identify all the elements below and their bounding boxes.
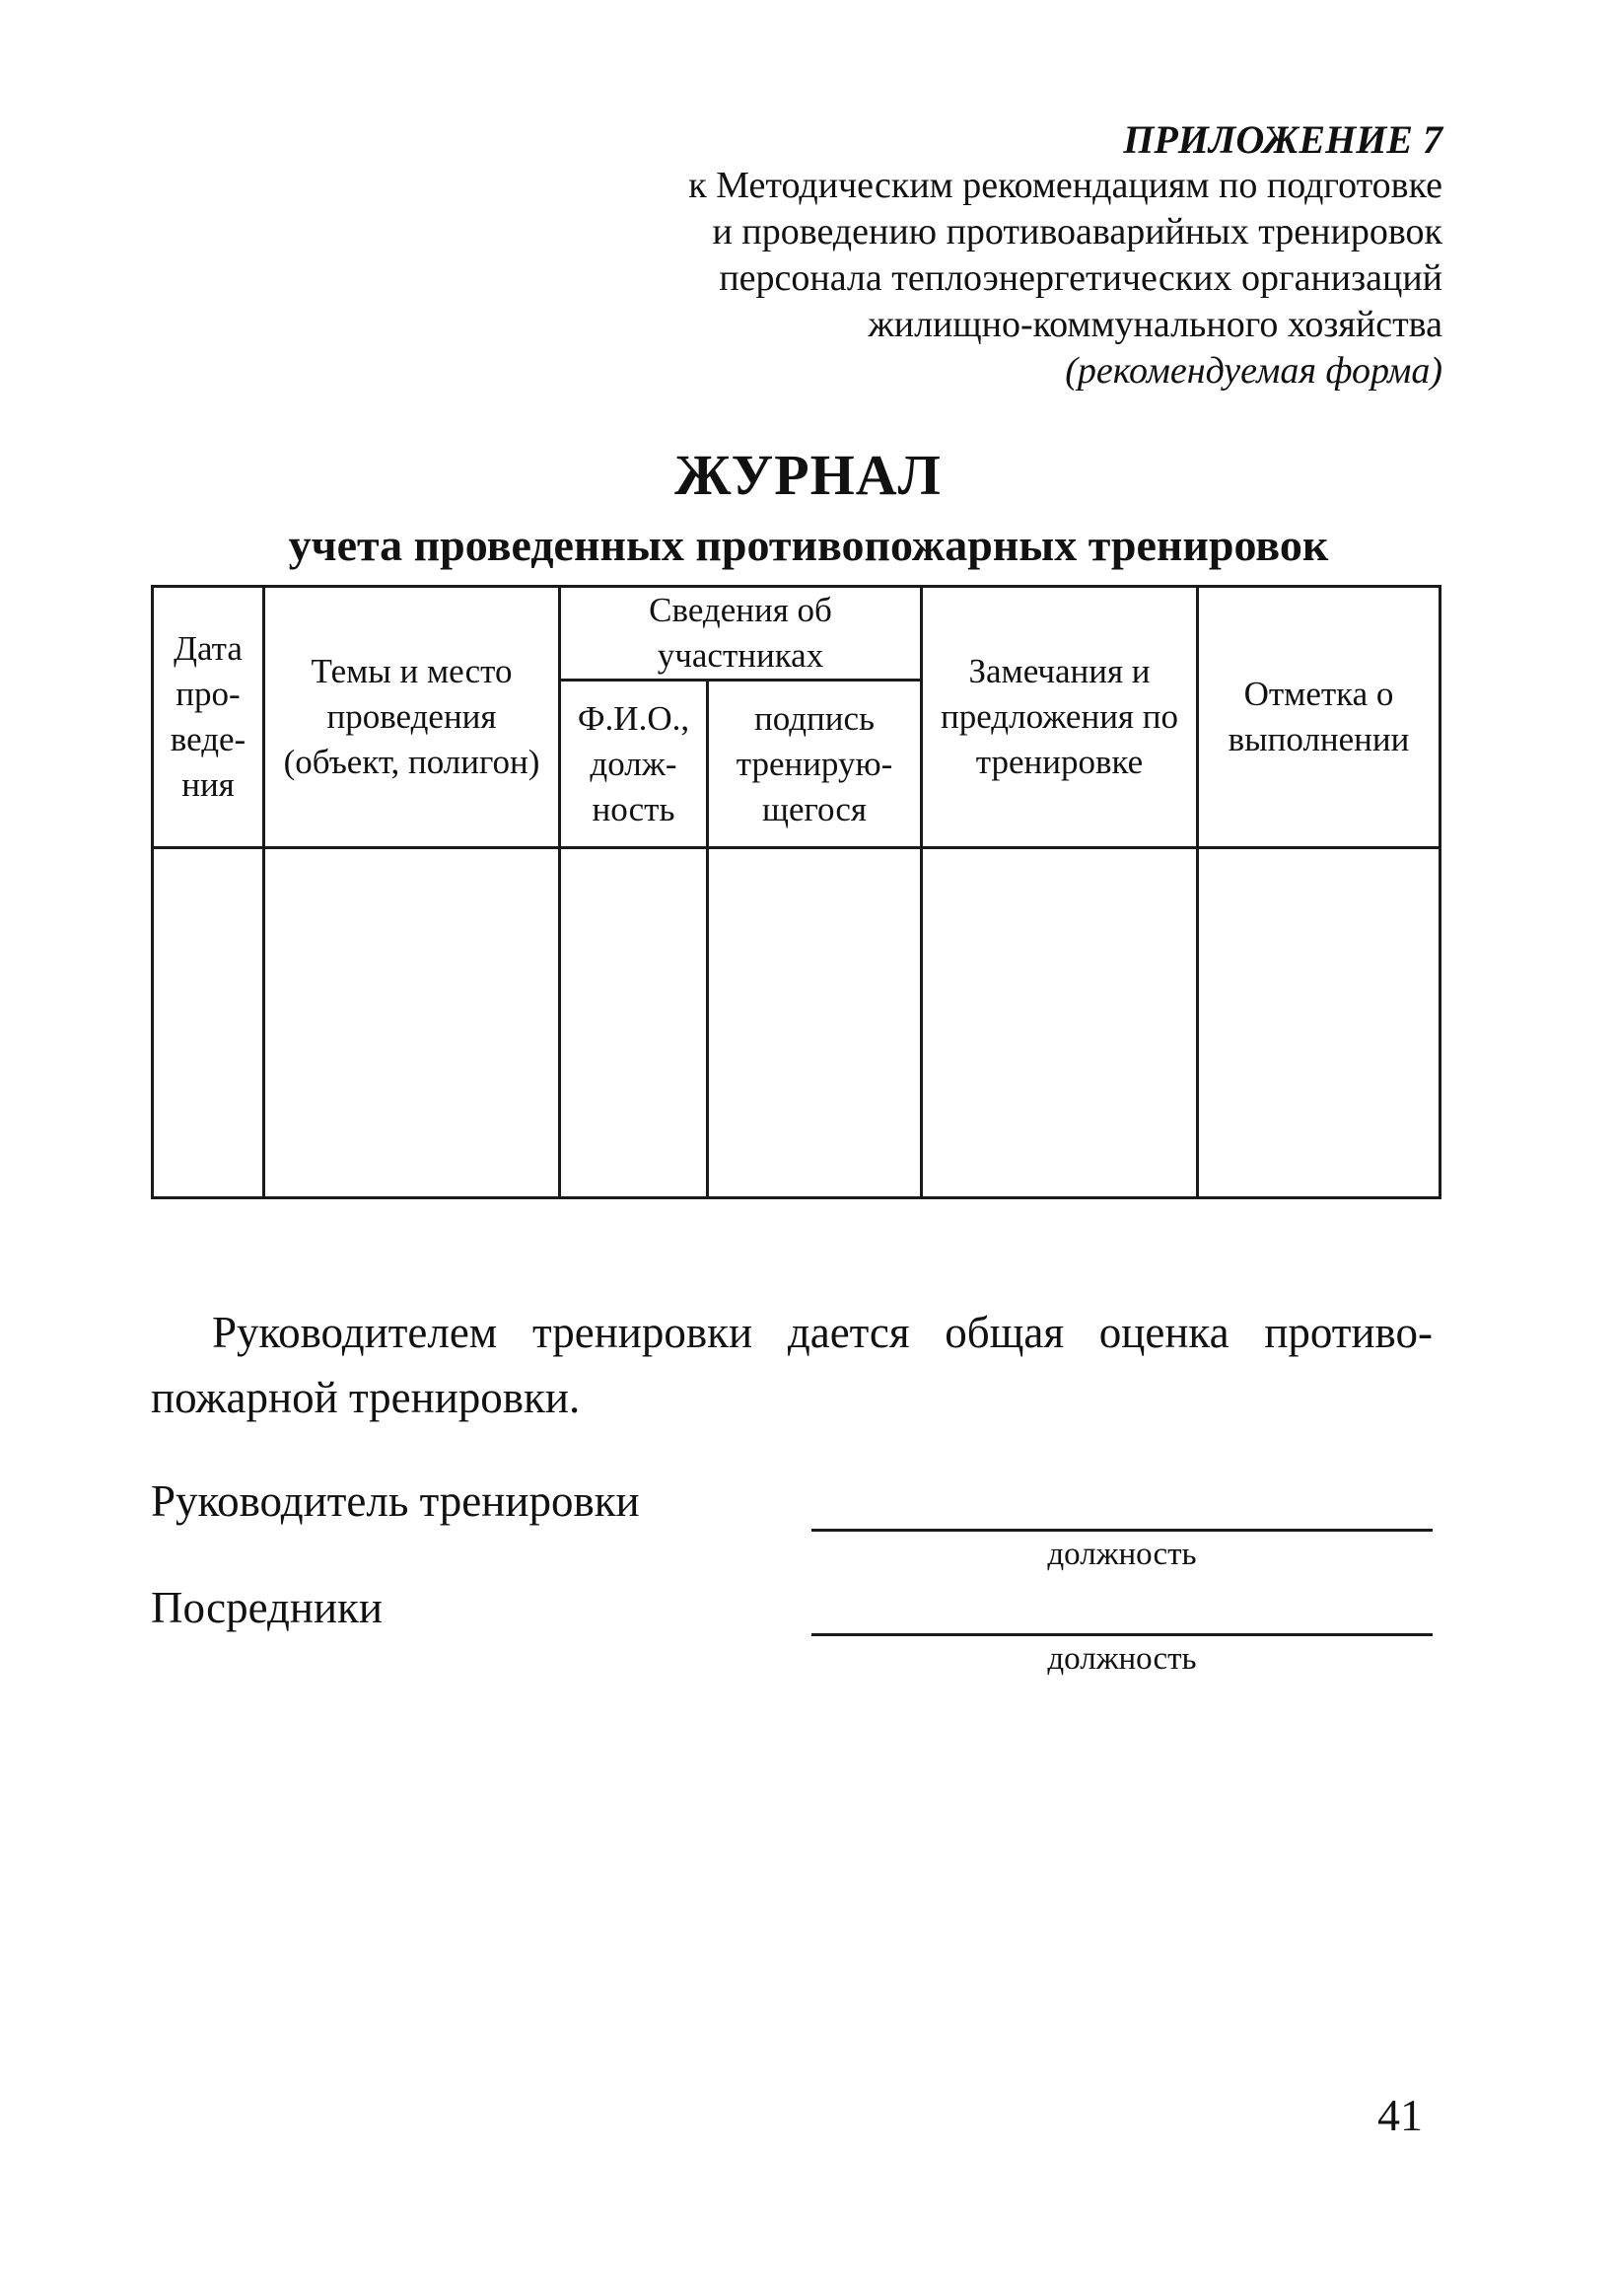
header-signature: подпись тренирую- щегося xyxy=(708,681,922,848)
appendix-title: ПРИЛОЖЕНИЕ 7 xyxy=(1123,117,1442,162)
table-cell-fio[interactable] xyxy=(560,848,708,1198)
mediators-signature-line[interactable] xyxy=(811,1633,1433,1636)
table-cell-remarks[interactable] xyxy=(922,848,1198,1198)
journal-title: ЖУРНАЛ xyxy=(674,443,942,507)
appendix-line: жилищно-коммунального хозяйства xyxy=(868,304,1442,345)
appendix-line: к Методическим рекомендациям по подготовке xyxy=(688,165,1442,206)
table-cell-mark[interactable] xyxy=(1198,848,1440,1198)
evaluation-paragraph: Руководителем тренировки дается общая оценка противопожарной тренировки. xyxy=(151,1308,1433,1422)
header-mark: Отметка о выполнении xyxy=(1198,587,1440,848)
mediators-position-caption: должность xyxy=(1047,1641,1197,1677)
appendix-line: и проведению противоаварийных тренировок xyxy=(712,211,1442,252)
appendix-note: (рекомендуемая форма) xyxy=(1065,350,1442,392)
header-date: Дата про- веде- ния xyxy=(153,587,264,848)
header-fio: Ф.И.О., долж- ность xyxy=(560,681,708,848)
table-cell-signature[interactable] xyxy=(708,848,922,1198)
journal-subtitle: учета проведенных противопожарных тренировок xyxy=(288,520,1329,570)
appendix-header xyxy=(358,116,1442,395)
journal-table xyxy=(151,585,1441,1199)
header-topic: Темы и место проведения (объект, полигон) xyxy=(264,587,560,848)
leader-position-caption: должность xyxy=(1047,1537,1197,1572)
page-number: 41 xyxy=(1377,2090,1423,2140)
table-cell-topic[interactable] xyxy=(264,848,560,1198)
header-participants: Сведения об участниках xyxy=(560,587,922,681)
leader-signature-line[interactable] xyxy=(811,1529,1433,1532)
table-cell-date[interactable] xyxy=(153,848,264,1198)
appendix-line: персонала теплоэнергетических организаций xyxy=(719,257,1442,299)
leader-label: Руководитель тренировки xyxy=(151,1476,640,1526)
header-remarks: Замечания и предложения по тренировке xyxy=(922,587,1198,848)
mediators-label: Посредники xyxy=(151,1583,383,1632)
